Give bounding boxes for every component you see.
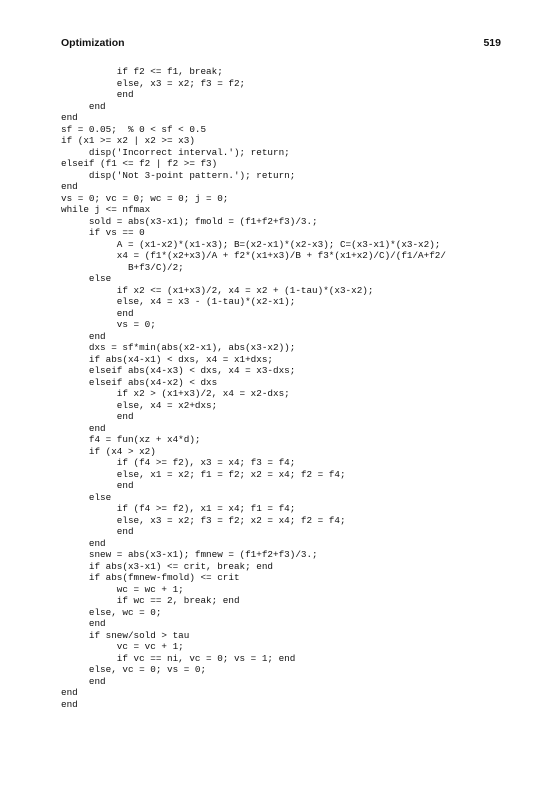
code-line: end [61, 537, 106, 549]
code-line: else, vc = 0; vs = 0; [61, 664, 207, 675]
code-line: if (f4 >= f2), x3 = x4; f3 = f4; [61, 457, 296, 468]
code-line: end [61, 411, 134, 422]
code-line: if abs(x3-x1) <= crit, break; end [61, 560, 274, 572]
code-line: disp('Incorrect interval.'); return; [61, 146, 290, 158]
code-line: end [61, 422, 106, 434]
code-line: elseif abs(x4-x2) < dxs [61, 376, 218, 388]
code-line: if (f4 >= f2), x1 = x4; f1 = f4; [61, 503, 296, 514]
code-line: end [61, 698, 78, 710]
code-line: end [61, 330, 106, 342]
code-line: elseif abs(x4-x3) < dxs, x4 = x3-dxs; [61, 365, 296, 376]
code-line: wc = wc + 1; [61, 583, 184, 595]
code-line: end [61, 100, 106, 112]
code-line: if vs == 0 [61, 227, 145, 238]
code-line: if x2 > (x1+x3)/2, x4 = x2-dxs; [61, 388, 290, 399]
code-line: else, x1 = x2; f1 = f2; x2 = x4; f2 = f4; [61, 468, 346, 480]
code-line: snew = abs(x3-x1); fmnew = (f1+f2+f3)/3.; [61, 549, 318, 560]
code-line: end [61, 526, 134, 537]
code-line: x4 = (f1*(x2+x3)/A + f2*(x1+x3)/B + f3*(x1+x2)/C)/(f1/A+f2/ [61, 250, 446, 261]
code-line: elseif (f1 <= f2 | f2 >= f3) [61, 158, 218, 169]
code-line: if vc == ni, vc = 0; vs = 1; end [61, 652, 296, 664]
code-line: if snew/sold > tau [61, 629, 190, 641]
code-line: else [61, 273, 112, 284]
code-line: if x2 <= (x1+x3)/2, x4 = x2 + (1-tau)*(x3-x2); [61, 284, 374, 296]
running-header [61, 37, 501, 53]
code-listing [61, 66, 521, 710]
code-line: vc = vc + 1; [61, 641, 184, 652]
code-line: dxs = sf*min(abs(x2-x1), abs(x3-x2)); [61, 342, 296, 353]
code-line: else, x4 = x2+dxs; [61, 399, 218, 411]
code-line: B+f3/C)/2; [61, 261, 184, 273]
code-line: if (x4 > x2) [61, 445, 156, 457]
code-line: A = (x1-x2)*(x1-x3); B=(x2-x1)*(x2-x3); C=(x3-x1)*(x3-x2); [61, 238, 441, 250]
code-line: while j <= nfmax [61, 204, 151, 215]
code-line: sf = 0.05; % 0 < sf < 0.5 [61, 123, 207, 135]
code-line: else, x3 = x2; f3 = f2; x2 = x4; f2 = f4; [61, 514, 346, 526]
code-line: else [61, 491, 112, 503]
code-line: if f2 <= f1, break; [61, 66, 223, 77]
code-line: vs = 0; [61, 319, 156, 330]
code-line: if (x1 >= x2 | x2 >= x3) [61, 135, 195, 146]
code-line: vs = 0; vc = 0; wc = 0; j = 0; [61, 192, 229, 204]
code-line: end [61, 307, 134, 319]
code-line: sold = abs(x3-x1); fmold = (f1+f2+f3)/3.; [61, 215, 318, 227]
code-line: end [61, 675, 106, 687]
code-line: else, x3 = x2; f3 = f2; [61, 77, 246, 89]
code-line: f4 = fun(xz + x4*d); [61, 434, 201, 445]
code-line: end [61, 89, 134, 100]
code-line: end [61, 112, 78, 123]
code-line: if abs(x4-x1) < dxs, x4 = x1+dxs; [61, 353, 274, 365]
code-line: if abs(fmnew-fmold) <= crit [61, 572, 240, 583]
code-line: end [61, 480, 134, 491]
code-line: else, x4 = x3 - (1-tau)*(x2-x1); [61, 296, 296, 307]
code-line: end [61, 181, 78, 192]
code-line: else, wc = 0; [61, 606, 162, 618]
code-line: if wc == 2, break; end [61, 595, 240, 606]
page-number: 519 [483, 37, 501, 49]
code-line: end [61, 687, 78, 698]
code-line: end [61, 618, 106, 629]
section-title: Optimization [61, 37, 125, 49]
code-line: disp('Not 3-point pattern.'); return; [61, 169, 296, 181]
